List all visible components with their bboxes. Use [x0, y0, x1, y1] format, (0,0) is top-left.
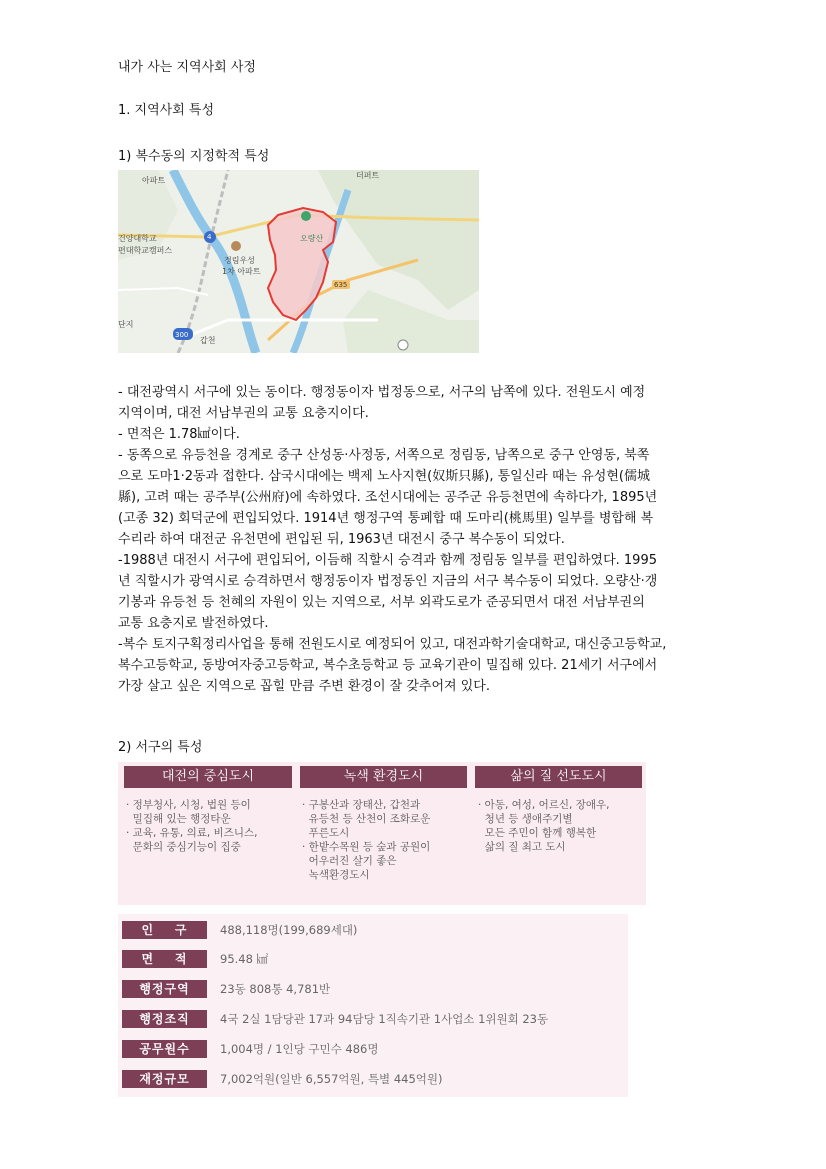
para-line: -1988년 대전시 서구에 편입되어, 이듬해 직할시 승격과 함께 정림동 일부를 편입하였다. 1995 — [118, 553, 657, 568]
panel-line: · 정부청사, 시청, 법원 등이 — [126, 799, 251, 811]
panel-line: 밀집해 있는 행정타운 — [126, 813, 231, 825]
panel-line: 모든 주민이 함께 행복한 — [478, 827, 597, 839]
stats-label: 면 적 — [122, 950, 207, 968]
para-line: 가장 살고 싶은 지역으로 꼽힐 만큼 주변 환경이 잘 갖추어져 있다. — [118, 679, 490, 694]
district-map — [118, 170, 479, 353]
para-line: (고종 32) 회덕군에 편입되었다. 1914년 행정구역 통폐합 때 도마리(桃馬里) 일부를 병합해 복 — [118, 511, 654, 526]
map-label-park1: 정림우성 — [224, 256, 255, 265]
panel-line: · 한밭수목원 등 숲과 공원이 — [302, 841, 431, 853]
seogu-characteristics-panel — [118, 762, 646, 905]
panel-line: 푸른도시 — [302, 827, 350, 839]
stats-value: 95.48 ㎢ — [220, 952, 269, 966]
panel-line: · 교육, 유통, 의료, 비즈니스, — [126, 827, 258, 839]
map-label-univ1: 건양대학교 — [118, 234, 157, 243]
panel-column-green-city — [302, 798, 430, 882]
panel-line: 청년 등 생애주기별 — [478, 813, 573, 825]
document-title: 내가 사는 지역사회 사정 — [118, 60, 256, 75]
subsection-heading-2: 2) 서구의 특성 — [118, 740, 203, 755]
para-line: 縣), 고려 때는 공주부(公州府)에 속하였다. 조선시대에는 공주군 유등천면에 속하다가, 1895년 — [118, 490, 658, 505]
stats-label: 행정구역 — [122, 980, 207, 998]
stats-value: 23동 808통 4,781반 — [220, 982, 331, 996]
para-line: 으로 도마1·2동과 접한다. 삼국시대에는 백제 노사지현(奴斯只縣), 통일신라 때는 유성현(儒城 — [118, 469, 650, 484]
para-line: 지역이며, 대전 서남부권의 교통 요충지이다. — [118, 406, 369, 421]
map-label-gapcheon: 갑천 — [200, 336, 216, 345]
panel-header-quality-city: 삶의 질 선도도시 — [475, 766, 642, 788]
stats-label: 공무원수 — [122, 1040, 207, 1058]
subsection-heading-1: 1) 복수동의 지정학적 특성 — [118, 149, 270, 164]
panel-header-green-city: 녹색 환경도시 — [300, 766, 467, 788]
panel-column-quality-city — [478, 798, 609, 854]
para-line: 수리라 하여 대전군 유천면에 편입된 뒤, 1963년 대전시 중구 복수동이 되었다. — [118, 532, 565, 547]
stats-value: 488,118명(199,689세대) — [220, 923, 358, 937]
map-label-oryang: 오량산 — [300, 234, 324, 243]
stats-label: 재정규모 — [122, 1070, 207, 1088]
panel-line: 녹색환경도시 — [302, 869, 370, 881]
map-label-park2: 1차 아파트 — [222, 267, 261, 276]
map-label-nr: 더퍼트 — [356, 171, 380, 180]
stats-value: 1,004명 / 1인당 구민수 486명 — [220, 1042, 379, 1056]
panel-line: 문화의 중심기능이 집중 — [126, 841, 241, 853]
panel-line: · 아동, 여성, 어르신, 장애우, — [478, 799, 610, 811]
panel-column-center-city — [126, 798, 257, 854]
seogu-stats-table — [118, 914, 628, 1097]
para-line: 복수고등학교, 동방여자중고등학교, 복수초등학교 등 교육기관이 밀집해 있다. 21세기 서구에서 — [118, 658, 658, 673]
stats-label: 인 구 — [122, 921, 207, 939]
district-description — [118, 382, 708, 697]
section-heading: 1. 지역사회 특성 — [118, 103, 215, 118]
map-label-univ2: 편대학교캠퍼스 — [118, 246, 173, 255]
panel-line: · 구봉산과 장태산, 갑천과 — [302, 799, 421, 811]
map-graphic — [118, 170, 479, 353]
para-line: - 동쪽으로 유등천을 경계로 중구 산성동·사정동, 서쪽으로 정림동, 남쪽으로 중구 안영동, 북쪽 — [118, 448, 650, 463]
map-label-danji: 단지 — [118, 320, 134, 329]
map-label-route4: 4 — [207, 233, 212, 241]
map-label-route300: 300 — [175, 331, 189, 339]
panel-header-center-city: 대전의 중심도시 — [124, 766, 292, 788]
stats-value: 7,002억원(일반 6,557억원, 특별 445억원) — [220, 1072, 443, 1086]
stats-value: 4국 2실 1담당관 17과 94담당 1직속기관 1사업소 1위원회 23동 — [220, 1012, 549, 1026]
panel-line: 유등천 등 산천이 조화로운 — [302, 813, 431, 825]
map-label-road635: 635 — [334, 281, 348, 289]
para-line: - 면적은 1.78㎢이다. — [118, 427, 240, 442]
stats-label: 행정조직 — [122, 1010, 207, 1028]
para-line: - 대전광역시 서구에 있는 동이다. 행정동이자 법정동으로, 서구의 남쪽에 있다. 전원도시 예정 — [118, 385, 646, 400]
para-line: -복수 토지구획정리사업을 통해 전원도시로 예정되어 있고, 대전과학기술대학교, 대신중고등학교, — [118, 637, 667, 652]
para-line: 기봉과 유등천 등 천혜의 자원이 있는 지역으로, 서부 외곽도로가 준공되면서 대전 서남부권의 — [118, 595, 645, 610]
panel-line: 어우러진 살기 좋은 — [302, 855, 397, 867]
map-label-apt: 아파트 — [142, 176, 166, 185]
para-line: 교통 요충지로 발전하였다. — [118, 616, 269, 631]
para-line: 년 직할시가 광역시로 승격하면서 행정동이자 법정동인 지금의 서구 복수동이 되었다. 오량산·갱 — [118, 574, 658, 589]
panel-line: 삶의 질 최고 도시 — [478, 841, 566, 853]
